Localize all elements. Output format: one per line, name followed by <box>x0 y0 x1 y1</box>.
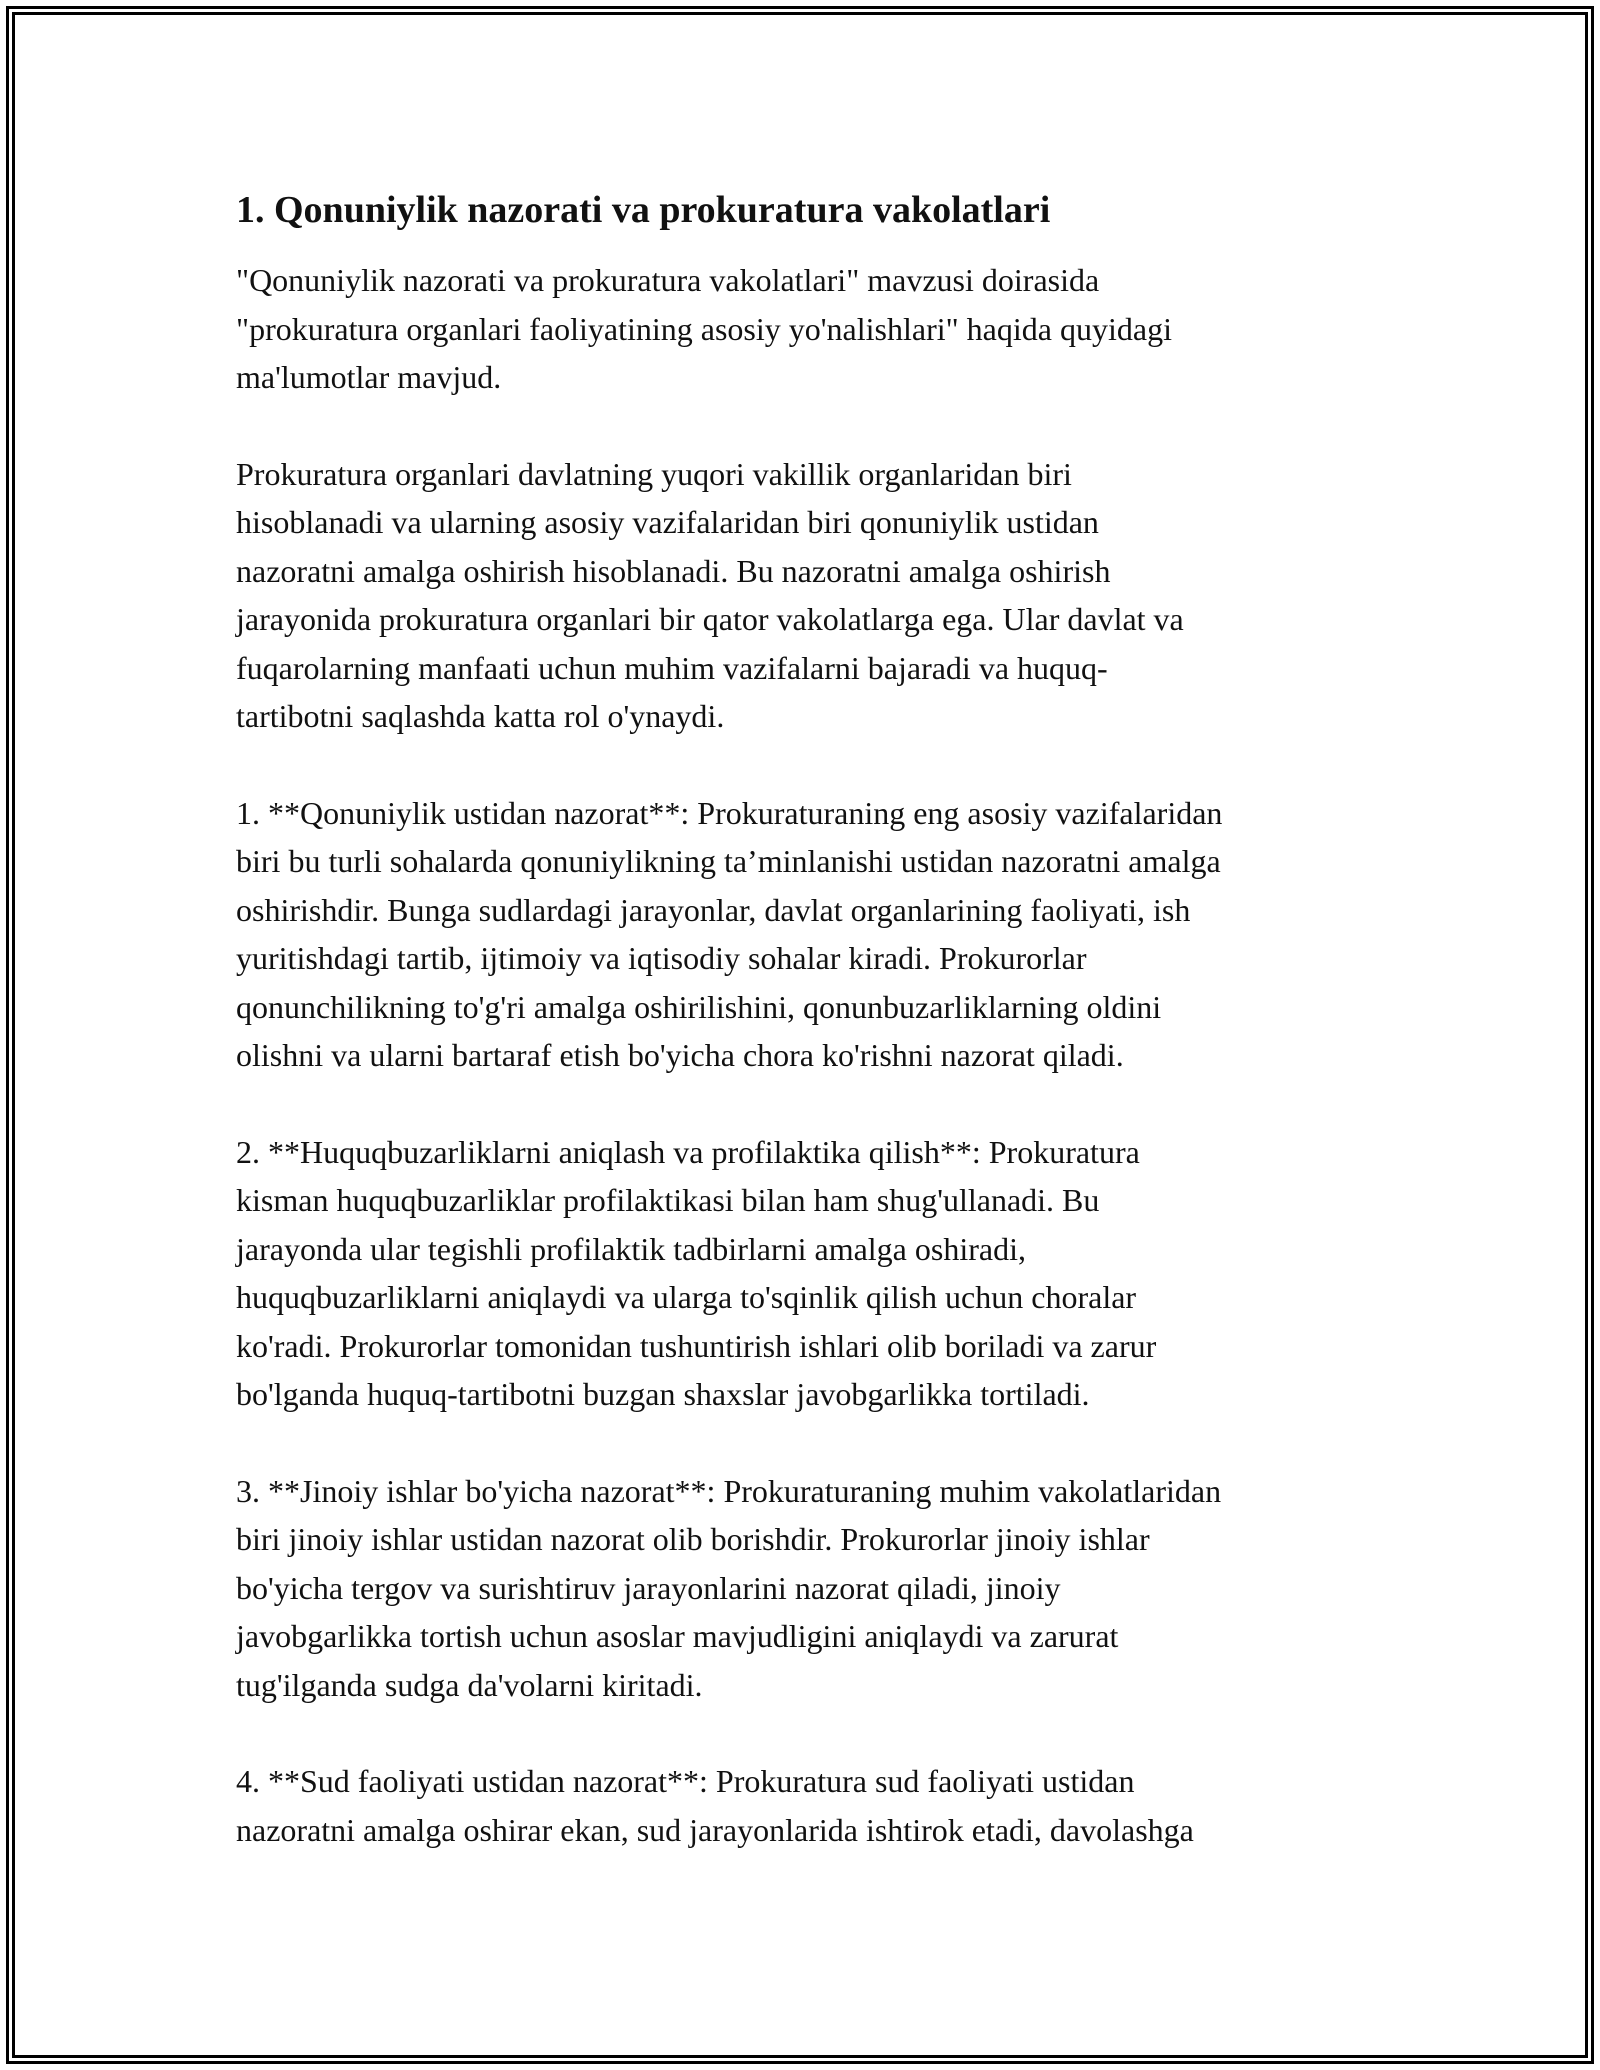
intro-paragraph: "Qonuniylik nazorati va prokuratura vakolatlari" mavzusi doirasida "prokuratura organlari faoliyatining asosiy yo'nalishlari" haqida quyidagi ma'lumotlar mavjud. <box>236 262 1172 395</box>
list-item-court-oversight: 4. **Sud faoliyati ustidan nazorat**: Prokuratura sud faoliyati ustidan nazoratni amalga oshirar ekan, sud jarayonlarida ishtirok etadi, davolashga <box>236 1763 1194 1848</box>
document-body <box>236 186 1376 1902</box>
list-item-offense-prevention: 2. **Huquqbuzarliklarni aniqlash va profilaktika qilish**: Prokuratura kisman huquqbuzarliklar profilaktikasi bilan ham shug'ullanadi. Bu jarayonda ular tegishli profilaktik tadbirlarni amalga oshiradi, huquqbuzarliklarni aniqlaydi va ularga to'sqinlik qilish uchun choralar ko'radi. Prokurorlar tomonidan tushuntirish ishlari olib boriladi va zarur bo'lganda huquq-tartibotni buzgan shaxslar javobgarlikka tortiladi. <box>236 1133 1157 1412</box>
document-title: 1. Qonuniylik nazorati va prokuratura vakolatlari <box>236 189 1051 231</box>
list-item-legality-oversight: 1. **Qonuniylik ustidan nazorat**: Prokuraturaning eng asosiy vazifalaridan biri bu turli sohalarda qonuniylikning ta’minlanishi ustidan nazoratni amalga oshirishdir. Bunga sudlardagi jarayonlar, davlat organlarining faoliyati, ish yuritishdagi tartib, ijtimoiy va iqtisodiy sohalar kiradi. Prokurorlar qonunchilikning to'g'ri amalga oshirilishini, qonunbuzarliklarning oldini olishni va ularni bartaraf etish bo'yicha chora ko'rishni nazorat qiladi. <box>236 794 1223 1073</box>
list-item-criminal-cases: 3. **Jinoiy ishlar bo'yicha nazorat**: Prokuraturaning muhim vakolatlaridan biri jinoiy ishlar ustidan nazorat olib borishdir. Prokurorlar jinoiy ishlar bo'yicha tergov va surishtiruv jarayonlarini nazorat qiladi, jinoiy javobgarlikka tortish uchun asoslar mavjudligini aniqlaydi va zarurat tug'ilganda sudga da'volarni kiritadi. <box>236 1472 1222 1703</box>
overview-paragraph: Prokuratura organlari davlatning yuqori vakillik organlaridan biri hisoblanadi va ularning asosiy vazifalaridan biri qonuniylik ustidan nazoratni amalga oshirish hisoblanadi. Bu nazoratni amalga oshirish jarayonida prokuratura organlari bir qator vakolatlarga ega. Ular davlat va fuqarolarning manfaati uchun muhim vazifalarni bajaradi va huquq- tartibotni saqlashda katta rol o'ynaydi. <box>236 455 1184 734</box>
